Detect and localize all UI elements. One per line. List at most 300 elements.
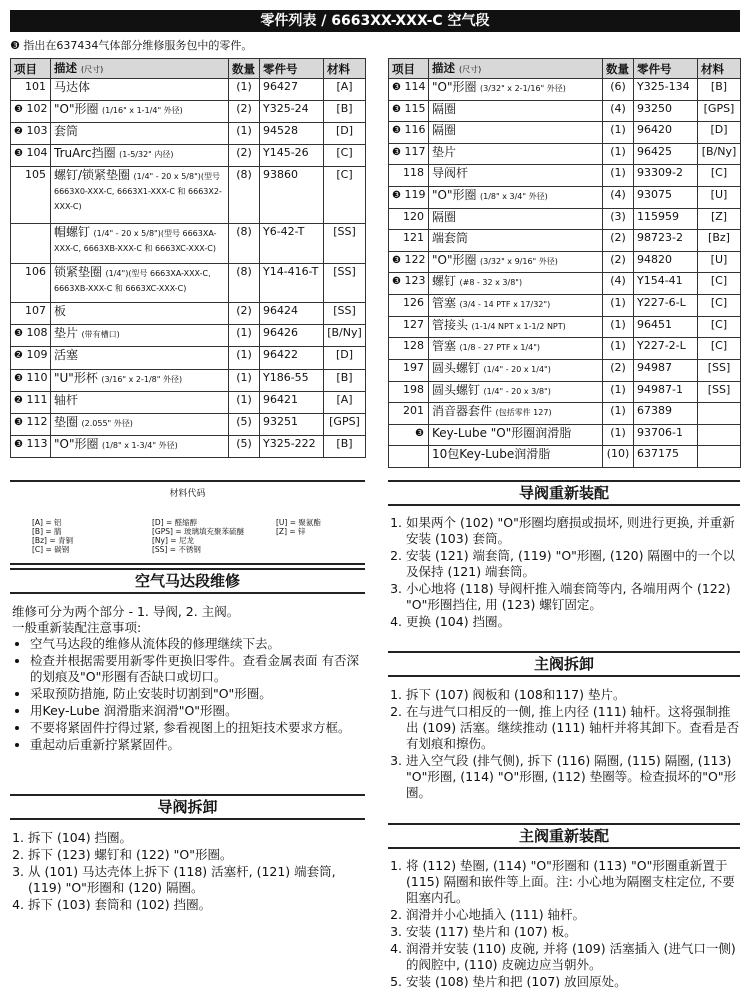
desc-size: (3/32" x 2-1/16" 外径): [480, 84, 566, 93]
item-no: 114: [404, 80, 426, 93]
item-number: [11, 347, 51, 369]
qty: (10): [603, 446, 634, 468]
desc-size: (1/8 - 27 PTF x 1/4"): [459, 343, 541, 353]
material: [C]: [324, 145, 366, 167]
qty: (1): [229, 79, 260, 101]
legend-entry: [B] = 腈: [32, 527, 62, 536]
legend-title: 材料代码: [169, 489, 206, 499]
kit-note: ❸ 指出在637434气体部分维修服务包中的零件。: [10, 39, 253, 52]
legend-col: [32, 518, 73, 554]
list-item: • 重起动后重新拧紧紧固件。: [30, 737, 367, 753]
desc-name: 板: [54, 304, 67, 319]
col-item: 项目: [389, 59, 429, 79]
section-main-disassembly-body: [386, 687, 742, 802]
qty: (1): [229, 123, 260, 145]
note-list: [12, 636, 367, 753]
desc-size: (带有槽口): [81, 330, 120, 340]
list-item: 4. 更换 (104) 挡圈。: [406, 614, 742, 630]
table-row: [389, 381, 741, 403]
desc-name: 垫圈: [54, 414, 79, 429]
item-no: 121: [403, 231, 424, 245]
kit-marker: ❷: [14, 126, 23, 138]
desc-name: 隔圈: [432, 101, 457, 116]
item-number: [11, 391, 51, 413]
desc-name: "O"形圈: [432, 188, 477, 203]
description: [51, 369, 229, 391]
legend-entry: [GPS] = 玻璃填充聚苯硫醚: [152, 527, 244, 536]
material-legend: [10, 480, 365, 565]
kit-marker: ❸: [392, 146, 401, 158]
material: [SS]: [698, 381, 741, 403]
item-number: [11, 167, 51, 224]
desc-name: 管接头: [432, 317, 469, 332]
description: [51, 79, 229, 101]
desc-name: 螺钉/锁紧垫圈: [54, 168, 131, 183]
legend-entry: [U] = 聚氨酯: [276, 518, 321, 527]
qty: (4): [603, 187, 634, 209]
material: [GPS]: [324, 413, 366, 435]
description: [429, 316, 603, 338]
part-number: 93075: [634, 187, 698, 209]
parts-table-right: [388, 58, 741, 468]
item-number: [389, 446, 429, 468]
legend-entry: [D] = 醛缩醇: [152, 518, 198, 527]
legend-entry: [SS] = 不锈钢: [152, 545, 201, 554]
table-row: [389, 338, 741, 360]
part-number: 67389: [634, 403, 698, 425]
kit-marker: ❸: [392, 82, 401, 93]
item-number: [11, 263, 51, 303]
section-title-air: 空气马达段维修: [10, 568, 365, 594]
qty: (6): [603, 79, 634, 101]
list-item: 2. 拆下 (123) 螺钉和 (122) "O"形圈。: [28, 847, 368, 863]
part-number: Y6-42-T: [260, 224, 324, 264]
qty: (1): [229, 325, 260, 347]
part-number: Y154-41: [634, 273, 698, 295]
item-no: 197: [403, 360, 424, 374]
list-item: 5. 安装 (108) 垫片和把 (107) 放回原处。: [406, 974, 742, 990]
qty: (4): [603, 273, 634, 295]
table-row: [389, 165, 741, 187]
material: [SS]: [324, 303, 366, 325]
qty: (1): [603, 424, 634, 446]
legend-entry: [Bz] = 青铜: [32, 536, 73, 545]
col-item: 项目: [11, 59, 51, 79]
material: [B]: [324, 101, 366, 123]
table-row: [389, 359, 741, 381]
desc-size: (1-1/4 NPT x 1-1/2 NPT): [471, 321, 566, 331]
description: [51, 123, 229, 145]
qty: (2): [603, 359, 634, 381]
legend-col: [152, 518, 244, 554]
desc-name: 隔圈: [432, 123, 457, 138]
item-number: [389, 165, 429, 187]
col-mat: 材料: [324, 59, 366, 79]
table-row: [11, 145, 366, 167]
part-number: Y227-2-L: [634, 338, 698, 360]
part-number: 96420: [634, 122, 698, 144]
table-row: [11, 263, 366, 303]
item-no: 198: [403, 382, 424, 396]
desc-name: 轴杆: [54, 392, 79, 407]
qty: (1): [229, 369, 260, 391]
description: [51, 167, 229, 224]
table-row: [11, 303, 366, 325]
item-number: [389, 381, 429, 403]
qty: (2): [603, 230, 634, 252]
legend-entry: [Z] = 锌: [276, 527, 306, 536]
material: [A]: [324, 391, 366, 413]
desc-size: (1/4" - 20 x 3/8"): [483, 386, 551, 396]
description: [429, 100, 603, 122]
part-number: 96451: [634, 316, 698, 338]
col-desc: 描述 (尺寸): [51, 59, 229, 79]
item-no: 120: [403, 209, 424, 223]
parts-body-right: [389, 79, 741, 468]
description: [51, 413, 229, 435]
item-no: 108: [26, 326, 48, 340]
item-number: [389, 143, 429, 165]
step-list: [386, 687, 742, 801]
desc-size: (2.055" 外径): [81, 418, 133, 428]
part-number: 93251: [260, 413, 324, 435]
material: [C]: [698, 165, 741, 187]
table-row: [389, 122, 741, 144]
table-row: [389, 187, 741, 209]
qty: (5): [229, 413, 260, 435]
desc-size: (1-5/32" 内径): [119, 150, 174, 160]
section-title-main-disassembly: 主阀拆卸: [388, 651, 740, 677]
legend-entry: [Ny] = 尼龙: [152, 536, 194, 545]
table-row: [11, 224, 366, 264]
item-number: [11, 224, 51, 264]
list-item: 4. 拆下 (103) 套筒和 (102) 挡圈。: [28, 897, 368, 913]
material: [SS]: [324, 224, 366, 264]
legend-entry: [A] = 铝: [32, 518, 62, 527]
list-item: 1. 将 (112) 垫圈, (114) "O"形圈和 (113) "O"形圈重新置于 (115) 隔圈和嵌件等上面。注: 小心地为隔圈支柱定位, 不要阻塞内孔。: [406, 858, 742, 906]
qty: (1): [603, 165, 634, 187]
item-number: [389, 424, 429, 446]
desc-name: 导阀杆: [432, 166, 469, 181]
item-no: 107: [25, 304, 46, 318]
item-no: 110: [26, 370, 48, 384]
section-main-reassembly-body: [386, 858, 742, 991]
description: [429, 230, 603, 252]
kit-marker: ❸: [14, 104, 23, 116]
description: [429, 187, 603, 209]
material: [698, 446, 741, 468]
list-item: 4. 润滑并安装 (110) 皮碗, 并将 (109) 活塞插入 (进气口一侧) 的阀腔中, (110) 皮碗边应当朝外。: [406, 941, 742, 973]
item-no: 111: [26, 392, 48, 406]
list-item: 2. 在与进气口相反的一侧, 推上内径 (111) 轴杆。这将强制推出 (109) 活塞。继续推动 (111) 轴杆并将其卸下。查看是否有划痕和擦伤。: [406, 704, 742, 752]
kit-marker: ❸: [14, 328, 23, 340]
description: [51, 347, 229, 369]
section-title-pilot-reassembly: 导阀重新装配: [388, 480, 740, 506]
item-no: 112: [26, 414, 48, 428]
item-number: [11, 369, 51, 391]
table-row: [11, 167, 366, 224]
material: [C]: [698, 273, 741, 295]
list-item: 1. 如果两个 (102) "O"形圈均磨损或损坏, 则进行更换, 并重新安装 (103) 套筒。: [406, 515, 742, 547]
part-number: Y145-26: [260, 145, 324, 167]
list-item: • 用Key-Lube 润滑脂来润滑"O"形圈。: [30, 703, 367, 719]
parts-body-left: [11, 79, 366, 458]
material: [C]: [698, 338, 741, 360]
desc-name: "U"形杯: [54, 370, 98, 385]
item-number: [11, 101, 51, 123]
col-mat: 材料: [698, 59, 741, 79]
desc-name: 管塞: [432, 339, 457, 354]
list-item: 3. 小心地将 (118) 导阀杆推入端套筒等内, 各端用两个 (122) "O"形圈挡住, 用 (123) 螺钉固定。: [406, 581, 742, 613]
table-row: [11, 369, 366, 391]
kit-marker: ❸: [392, 276, 401, 288]
desc-name: 活塞: [54, 348, 79, 363]
item-no: 201: [403, 404, 424, 418]
desc-name: 套筒: [54, 124, 79, 139]
description: [429, 273, 603, 295]
table-row: [389, 208, 741, 230]
list-item: • 不要将紧固件拧得过紧, 参看视图上的扭矩技术要求方框。: [30, 720, 367, 736]
list-item: 3. 从 (101) 马达壳体上拆下 (118) 活塞杆, (121) 端套筒, (119) "O"形圈和 (120) 隔圈。: [28, 864, 368, 896]
material: [SS]: [698, 359, 741, 381]
description: [429, 424, 603, 446]
table-row: [11, 79, 366, 101]
item-number: [11, 325, 51, 347]
qty: (2): [229, 101, 260, 123]
qty: (4): [603, 100, 634, 122]
qty: (2): [603, 251, 634, 273]
item-no: 126: [403, 296, 424, 310]
desc-name: 圆头螺钉: [432, 382, 481, 397]
part-number: 96422: [260, 347, 324, 369]
part-number: Y14-416-T: [260, 263, 324, 303]
table-row: [389, 230, 741, 252]
item-number: [389, 100, 429, 122]
intro-line: 一般重新装配注意事项:: [12, 620, 142, 635]
desc-name: "O"形圈: [54, 436, 99, 451]
item-number: [389, 403, 429, 425]
kit-marker: ❷: [14, 350, 23, 362]
col-part: 零件号: [634, 59, 698, 79]
description: [429, 338, 603, 360]
table-row: [389, 403, 741, 425]
material: [D]: [324, 123, 366, 145]
item-number: [11, 123, 51, 145]
description: [429, 403, 603, 425]
desc-name: 锁紧垫圈: [54, 264, 103, 279]
table-row: [11, 347, 366, 369]
list-item: 2. 安装 (121) 端套筒, (119) "O"形圈, (120) 隔圈中的一个以及保持 (121) 端套筒。: [406, 548, 742, 580]
item-number: [389, 187, 429, 209]
item-no: 115: [404, 101, 426, 115]
part-number: Y186-55: [260, 369, 324, 391]
section-pilot-reassembly-body: [386, 515, 742, 631]
qty: (1): [229, 347, 260, 369]
legend-entry: [C] = 碳钢: [32, 545, 70, 554]
table-row: [389, 446, 741, 468]
desc-name: TruArc挡圈: [54, 146, 116, 161]
intro-line: 维修可分为两个部分 - 1. 导阀, 2. 主阀。: [12, 604, 240, 619]
item-no: 118: [403, 166, 424, 180]
part-number: 98723-2: [634, 230, 698, 252]
description: [51, 263, 229, 303]
material: [A]: [324, 79, 366, 101]
item-no: 105: [25, 168, 46, 182]
page-title: 零件列表 / 6663XX-XXX-C 空气段: [10, 10, 740, 32]
description: [429, 79, 603, 101]
desc-size: (1/8" x 1-3/4" 外径): [102, 440, 178, 450]
step-list: [386, 515, 742, 630]
item-number: [11, 413, 51, 435]
table-row: [11, 101, 366, 123]
col-qty: 数量: [603, 59, 634, 79]
qty: (8): [229, 263, 260, 303]
desc-name: 帽螺钉: [54, 225, 91, 240]
list-item: • 采取预防措施, 防止安装时切割到"O"形圈。: [30, 686, 367, 702]
list-item: 3. 进入空气段 (排气侧), 拆下 (116) 隔圈, (115) 隔圈, (113) "O"形圈, (114) "O"形圈, (112) 垫圈等。检查损坏的"O"形圈。: [406, 753, 742, 801]
list-item: 2. 润滑并小心地插入 (111) 轴杆。: [406, 907, 742, 923]
material: [Bz]: [698, 230, 741, 252]
item-no: 106: [25, 264, 46, 278]
desc-name: 马达体: [54, 80, 91, 94]
desc-name: 隔圈: [432, 209, 457, 224]
item-number: [389, 316, 429, 338]
qty: (8): [229, 224, 260, 264]
item-number: [389, 273, 429, 295]
item-number: [389, 359, 429, 381]
desc-name: 圆头螺钉: [432, 360, 481, 375]
kit-marker: ❸: [14, 438, 23, 450]
qty: (5): [229, 435, 260, 457]
table-row: [389, 143, 741, 165]
qty: (2): [229, 303, 260, 325]
desc-name: "O"形圈: [432, 80, 477, 94]
part-number: Y325-134: [634, 79, 698, 101]
list-item: 1. 拆下 (107) 阀板和 (108和117) 垫片。: [406, 687, 742, 703]
step-list: [386, 858, 742, 990]
part-number: 96426: [260, 325, 324, 347]
item-number: [389, 251, 429, 273]
part-number: 94820: [634, 251, 698, 273]
description: [429, 446, 603, 468]
qty: (2): [229, 145, 260, 167]
description: [51, 101, 229, 123]
part-number: Y227-6-L: [634, 295, 698, 317]
step-list: [8, 830, 368, 913]
item-number: [11, 145, 51, 167]
item-no: 113: [26, 436, 48, 450]
desc-size: (1/16" x 1-1/4" 外径): [102, 106, 183, 116]
description: [51, 325, 229, 347]
desc-name: 垫片: [54, 326, 79, 341]
table-row: [11, 435, 366, 457]
material: [GPS]: [698, 100, 741, 122]
material: [D]: [698, 122, 741, 144]
description: [429, 208, 603, 230]
list-item: 3. 安装 (117) 垫片和 (107) 板。: [406, 924, 742, 940]
list-item: • 空气马达段的维修从流体段的修理继续下去。: [30, 636, 367, 652]
item-no: 109: [26, 348, 48, 362]
kit-marker: ❸: [14, 372, 23, 384]
item-no: 122: [404, 252, 426, 266]
col-desc: 描述 (尺寸): [429, 59, 603, 79]
description: [429, 165, 603, 187]
qty: (1): [603, 338, 634, 360]
list-item: 1. 拆下 (104) 挡圈。: [28, 830, 368, 846]
part-number: 96425: [634, 143, 698, 165]
part-number: 93706-1: [634, 424, 698, 446]
item-number: [11, 79, 51, 101]
item-no: 101: [25, 80, 46, 93]
part-number: 94987: [634, 359, 698, 381]
part-number: 115959: [634, 208, 698, 230]
part-number: 96427: [260, 79, 324, 101]
description: [51, 391, 229, 413]
section-pilot-disassembly-body: [8, 830, 368, 914]
table-row: [389, 100, 741, 122]
col-part: 零件号: [260, 59, 324, 79]
part-number: 637175: [634, 446, 698, 468]
table-row: [389, 79, 741, 101]
material: [B/Ny]: [324, 325, 366, 347]
part-number: 96421: [260, 391, 324, 413]
part-number: 93250: [634, 100, 698, 122]
description: [429, 122, 603, 144]
section-title-pilot-disassembly: 导阀拆卸: [10, 794, 365, 820]
kit-marker: ❸: [14, 416, 23, 428]
item-no: 123: [404, 274, 426, 288]
kit-marker: ❸: [392, 190, 401, 202]
table-row: [389, 424, 741, 446]
desc-size: (1/4")(型号 6663XA-XXX-C, 6663XB-XXX-C 和 6663XC-XXX-C): [54, 268, 211, 293]
desc-size: (3/32" x 9/16" 外径): [480, 256, 558, 266]
table-row: [11, 123, 366, 145]
desc-size: (1/4" - 20 x 1/4"): [483, 364, 551, 374]
item-number: [389, 295, 429, 317]
item-number: [389, 338, 429, 360]
description: [429, 143, 603, 165]
qty: (1): [603, 143, 634, 165]
material: [U]: [698, 251, 741, 273]
part-number: Y325-222: [260, 435, 324, 457]
material: [C]: [324, 167, 366, 224]
desc-name: 端套筒: [432, 231, 469, 246]
section-air-body: [12, 604, 367, 754]
desc-size: (1/4" - 20 x 5/8")(型号 6663XA-XXX-C, 6663XB-XXX-C 和 6663XC-XXX-C): [54, 229, 217, 254]
list-item: • 检查并根据需要用新零件更换旧零件。查看金属表面 有否深的划痕及"O"形圈有否缺口或切口。: [30, 653, 367, 685]
table-row: [389, 251, 741, 273]
item-number: [389, 79, 429, 101]
table-row: [11, 413, 366, 435]
qty: (1): [603, 381, 634, 403]
item-no: 127: [403, 317, 424, 331]
part-number: Y325-24: [260, 101, 324, 123]
desc-size: (1/8" x 3/4" 外径): [480, 192, 548, 202]
desc-name: 消音器套件: [432, 404, 493, 419]
qty: (8): [229, 167, 260, 224]
table-row: [389, 295, 741, 317]
kit-marker: ❷: [14, 394, 23, 406]
kit-marker: ❸: [392, 103, 401, 115]
material: [SS]: [324, 263, 366, 303]
kit-marker: ❸: [392, 125, 401, 137]
item-number: [11, 303, 51, 325]
item-no: 116: [404, 123, 426, 137]
desc-name: "O"形圈: [54, 102, 99, 117]
desc-size: (3/16" x 2-1/8" 外径): [101, 374, 183, 384]
material: [698, 424, 741, 446]
qty: (1): [603, 122, 634, 144]
